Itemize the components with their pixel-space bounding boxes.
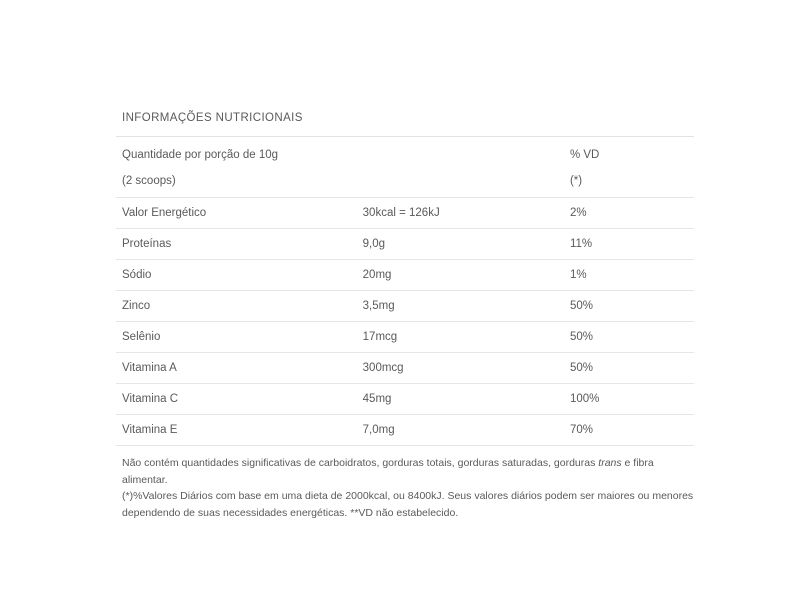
table-row — [116, 322, 694, 353]
serving-sublabel: (2 scoops) — [122, 175, 176, 187]
nutrient-value: 7,0mg — [362, 424, 395, 436]
table-row — [116, 353, 694, 384]
nutrient-value: 20mg — [362, 269, 392, 281]
nutrient-name: Sódio — [122, 269, 152, 281]
nutrient-vd: 100% — [569, 393, 600, 405]
footnote-1-part-1: Não contém quantidades significativas de carboidratos, gorduras totais, gorduras saturadas, gorduras — [122, 457, 599, 469]
nutrient-name: Vitamina A — [122, 362, 177, 374]
vd-sublabel: (*) — [569, 175, 583, 187]
nutrient-value: 9,0g — [362, 238, 386, 250]
nutrient-vd: 11% — [569, 238, 593, 250]
nutrient-name: Selênio — [122, 331, 161, 343]
table-row — [116, 260, 694, 291]
table-subheader-row — [116, 169, 694, 198]
table-row — [116, 291, 694, 322]
nutrient-vd: 70% — [569, 424, 593, 436]
nutrient-value: 3,5mg — [362, 300, 395, 312]
nutrient-value: 45mg — [362, 393, 392, 405]
nutrient-name: Valor Energético — [122, 207, 207, 219]
footnote-line-2: (*)%Valores Diários com base em uma dieta de 2000kcal, ou 8400kJ. Seus valores diários podem ser maiores ou menores dependendo de suas necessidades energéticas. **VD não estabelecido. — [122, 490, 694, 519]
header-spacer — [357, 137, 564, 169]
nutrient-name: Zinco — [122, 300, 151, 312]
table-row — [116, 198, 694, 229]
nutrient-vd: 50% — [569, 331, 593, 343]
subheader-spacer — [357, 169, 564, 198]
table-row — [116, 229, 694, 260]
table-header-row — [116, 137, 694, 169]
nutrient-vd: 2% — [569, 207, 587, 219]
nutrient-name: Proteínas — [122, 238, 172, 250]
nutrient-vd: 1% — [569, 269, 587, 281]
nutrient-vd: 50% — [569, 362, 593, 374]
serving-label: Quantidade por porção de 10g — [122, 149, 279, 161]
footnote-1-part-2: e fibra alimentar. — [122, 457, 654, 486]
footnote-1-italic: trans — [598, 457, 622, 469]
panel-title: INFORMAÇÕES NUTRICIONAIS — [116, 112, 694, 137]
footnotes — [116, 455, 694, 521]
table-row — [116, 384, 694, 415]
nutrition-table-panel — [116, 112, 694, 521]
footnote-line-1 — [122, 455, 694, 488]
nutrient-vd: 50% — [569, 300, 593, 312]
nutrient-name: Vitamina E — [122, 424, 178, 436]
nutrition-table — [116, 137, 694, 446]
nutrient-value: 17mcg — [362, 331, 398, 343]
vd-label: % VD — [569, 149, 600, 161]
nutrient-name: Vitamina C — [122, 393, 179, 405]
nutrient-value: 30kcal = 126kJ — [362, 207, 440, 219]
nutrient-value: 300mcg — [362, 362, 404, 374]
table-row — [116, 415, 694, 446]
